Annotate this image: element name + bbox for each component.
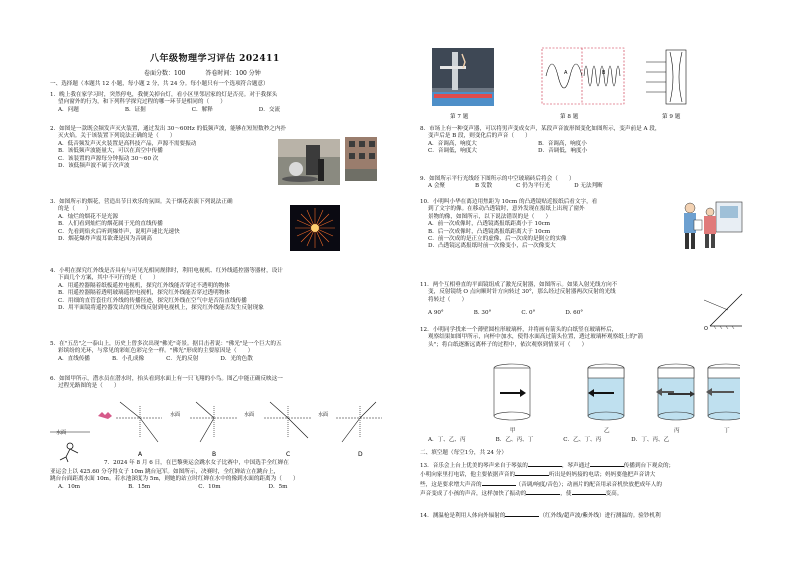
- question-1: [50, 92, 382, 114]
- svg-text:水面: 水面: [170, 412, 181, 418]
- q5-option-b: B．小孔成像: [112, 355, 145, 362]
- q10-option-a: A．前一次成像时，凸透镜离报纸距离小于 10cm: [428, 221, 551, 228]
- q12-option-c: C．乙、丁、丙: [563, 437, 602, 443]
- question-12: [420, 327, 750, 349]
- q5-option-a: A．直线传播: [58, 355, 91, 362]
- exam-meta: [144, 70, 279, 78]
- q1-option-a: A．问题: [58, 106, 79, 113]
- q11-stem-cont: 变，反射镜绕 O 点向顺时针方向转过 30°，那么经过反射器两次反射的光线: [428, 289, 616, 296]
- section-2-heading: 二、填空题（每空1分，共 24 分）: [420, 450, 507, 456]
- q8-option-b: B．音调高，响度小: [538, 140, 587, 147]
- q4-stem-cont: 下面几个方案，其中不可行的是（ ）: [58, 275, 159, 282]
- diver-icon: [60, 443, 78, 462]
- section-1-heading: 一、选择题（本题共 12 小题，每小题 2 分，共 24 分。每小题只有一个选项符合题意）: [50, 81, 269, 87]
- q11-stem-cont2: 将转过（ ）: [428, 296, 468, 303]
- q7-option-b: B．15m: [128, 483, 151, 490]
- cup-arrows-2: [650, 362, 750, 426]
- q7-stem-cont: 亚运会上以 425.60 分夺得女子 10m 跳台冠军。如图所示，决赛时，全红婵站立在跳台上，: [50, 469, 280, 475]
- cup-label-bing: 丙: [674, 428, 680, 434]
- q6-fig-a-label: A: [138, 451, 143, 458]
- q12-option-d: D．丁、丙、乙: [631, 437, 670, 443]
- fig8-caption: 第 8 题: [560, 114, 579, 120]
- q6-water-label: 水面: [56, 430, 67, 436]
- q10-option-d: D．凸透镜远离报纸时前一次像变小，后一次像变大: [428, 243, 556, 250]
- q10-option-c: C．前一次成的是正立的虚像，后一次成的是倒立的实像: [428, 235, 567, 242]
- q2-stem: 2．如图是一款既会频发声灭火装置，通过发出 30～60Hz 的低频声波，能够在短短数秒之内扑: [50, 126, 287, 132]
- cup-label-yi: 乙: [604, 428, 610, 434]
- q2-stem-cont: 灭火焰。关于该装置下列说法正确的是（ ）: [58, 133, 176, 140]
- q11-option-c: C. 0°: [521, 310, 536, 317]
- q7-stem: 7．2024 年 8 月 6 日，在巴黎奥运会跳水女子比赛中，中国选手全红婵在: [104, 460, 289, 466]
- question-3: [50, 199, 290, 243]
- question-7: [104, 460, 404, 467]
- cup-label-jia: 甲: [510, 428, 516, 434]
- q4-option-a: A．用遥控器隔着纸板遥控电视机，探究红外线能否穿过不透明的物体: [58, 282, 230, 289]
- q6-figures: [50, 398, 382, 464]
- q10-option-b: B．后一次成像时，凸透镜离报纸距离大于 10cm: [428, 228, 551, 235]
- q3-stem: 3．如图所示的烟花，营造出节日欢乐的氛围。关于烟花表演下列说法正确: [50, 199, 233, 205]
- q13-blank-4[interactable]: [482, 480, 516, 486]
- waveform-figure: [538, 46, 628, 108]
- question-14: 14．测温枪是利用人体向外辐射的 （红外线/超声波/紫外线）进行测温的。验钞机利: [420, 513, 661, 519]
- question-5: [50, 341, 382, 363]
- q11-option-a: A 90°: [428, 310, 444, 317]
- question-11: [420, 282, 702, 318]
- q1-stem-cont: 望向窗外的行为，和下列科学探究过程的哪一环节是相同的（ ）: [58, 99, 226, 106]
- q2-option-b: B．该低频声波能量大，可以在真空中传播: [58, 148, 163, 155]
- q6-stem: 6．如图甲所示，潜水员在潜水时，抬头看到水面上有一只飞翔的小鸟。图乙中能正确反映这一: [50, 376, 283, 382]
- cup-label-ding: 丁: [724, 428, 730, 434]
- lens-reading-illustration: [676, 198, 746, 254]
- q9-option-b: B 发散: [475, 183, 493, 190]
- q6-stem-cont: 过程光路图的是（ ）: [58, 383, 120, 390]
- q1-option-c: C．解释: [191, 106, 213, 113]
- q7-stem-cont2: 跳台台面距离水面 10m。若水池深度为 5m，则她的站立时红婵在水中的像到水面的距离为（ ）: [50, 476, 299, 483]
- building-photo: [345, 137, 377, 181]
- q13-blank-3[interactable]: [515, 470, 549, 476]
- q11-stem: 11．两个互相垂直的平面镜组成了激光反射器，如图所示。如果入射光线方向不: [420, 282, 618, 288]
- q3-stem-cont: 的是（ ）: [58, 206, 92, 213]
- q9-stem: 9．如图所示平行光线经下图所示的中空玻璃砖后将会（ ）: [420, 176, 575, 182]
- question-4: [50, 268, 382, 312]
- fire-extinguisher-photo: [278, 139, 340, 185]
- q5-option-d: D．光的色散: [220, 355, 253, 362]
- q4-option-b: B．用遥控器隔着透明玻璃遥控电视机，探究红外线能否穿过透明物体: [58, 290, 230, 297]
- q12-stem: 12．小明同学找来一个薄壁圆柱形玻璃杯，并将画有箭头的白纸竖在玻璃杯后，: [420, 327, 618, 333]
- glass-brick-figure: [644, 48, 708, 106]
- q12-stem-cont2: 头"；将白纸逐渐远离杯子的过程中，依次观察到情景可（ ）: [428, 341, 588, 348]
- svg-text:水面: 水面: [318, 412, 329, 418]
- q1-option-b: B．证据: [124, 106, 146, 113]
- q2-option-a: A．低音频发声灭火装置是高科技产品，声源不需要振动: [58, 140, 197, 147]
- bird-icon: [98, 412, 112, 419]
- q4-option-d: D．用平面镜将遥控器发出的红外线反射到电视机上，探究红外线能否发生反射现象: [58, 304, 264, 311]
- q6-fig-b-label: B: [212, 451, 217, 458]
- q14-blank-1[interactable]: [505, 511, 539, 517]
- full-score: 卷面分数：100: [144, 70, 186, 77]
- q6-fig-d-label: D: [358, 451, 363, 458]
- fireworks-photo: [290, 205, 340, 251]
- q5-option-c: C．光的反射: [166, 355, 199, 362]
- q3-option-b: B．人们看到灿烂的烟花属于光的直线传播: [58, 221, 163, 228]
- q5-stem: 5．在"五岳"之一泰山上，历史上曾多次出现"佛光"奇景。据目击者说："佛光"是一个巨大的五: [50, 341, 282, 347]
- q11-option-d: D. 60°: [565, 310, 584, 317]
- svg-text:B: B: [602, 70, 606, 76]
- question-9: [420, 176, 750, 191]
- q4-option-c: C．用细的直管套住红外线的传播径迹，探究红外线在空气中是否沿直线传播: [58, 297, 247, 304]
- q12-option-b: B．乙、丙、丁: [495, 437, 534, 443]
- q13-blank-5[interactable]: [526, 489, 560, 495]
- question-10: [420, 199, 670, 251]
- q3-option-d: D．烟花爆炸声震耳欲聋是因为音调高: [58, 235, 152, 242]
- q1-option-d: D．交流: [258, 106, 281, 113]
- svg-text:水面: 水面: [244, 412, 255, 418]
- q8-option-d: D．音调低，响度小: [538, 148, 588, 155]
- q2-option-d: D．该低频声波不属于次声波: [58, 162, 130, 169]
- exam-time: 答卷时间：100 分钟: [205, 70, 261, 77]
- q7-option-d: D．5m: [268, 483, 288, 490]
- q12-stem-cont: 观察结果如图甲所示，向杯中加水，使得水面高过箭头位置，透过玻璃杯观察纸上的"箭: [428, 334, 644, 341]
- q8-stem-cont: 变声后是 B 段，则变化后的声音（ ）: [428, 133, 531, 140]
- question-8: [420, 126, 750, 156]
- q7-option-c: C．10m: [198, 483, 221, 490]
- q12-options: [428, 437, 750, 444]
- q13-blank-2[interactable]: [590, 461, 624, 467]
- question-13: 13．音乐会上台上优美的琴声来自于琴弦的 ，琴声通过 传播到台下观众的； 小明向家里打电话，他主要依据声音的 听出是妈妈接的电话；妈妈要他把声音讲大 些，这是要求增大声音的 （音调/响度/音色）；动画片的配音用录音机快放把成年人的 声音变成了小孩的声音，这样加快了振动的 ，使 变高。: [420, 463, 675, 498]
- q13-blank-1[interactable]: [528, 461, 562, 467]
- fig9-caption: 第 9 题: [662, 114, 681, 120]
- q8-stem: 8．市场上有一种变声器，可以将男声变成女声，某段声音波形图变化如图所示，变声前是 A 段，: [420, 126, 661, 132]
- q5-stem-cont: 彩缤纷的光环，与常见的彩虹色彩完全一样。"佛光"形成的主要原因是（ ）: [58, 348, 254, 355]
- q2-option-c: C．该装置的声源每分钟振动 30～60 次: [58, 155, 159, 162]
- mirror-reflector-figure: [702, 290, 748, 330]
- q6-fig-c-label: C: [286, 451, 291, 458]
- q10-stem-cont2: 景物的像，如图所示，以下说法错误的是（ ）: [428, 213, 552, 220]
- q10-stem-cont: 到了文字的像。在移动凸透镜时，意外发现在报纸上出现了窗外: [428, 206, 585, 213]
- q3-option-a: A．灿烂的烟花不是光源: [58, 213, 118, 220]
- fig7-caption: 第 7 题: [450, 114, 469, 120]
- q12-option-a: A．丁、乙、丙: [428, 437, 466, 443]
- page-title: 八年级物理学习评估 202411: [150, 54, 280, 64]
- q9-option-d: D 无法判断: [574, 183, 603, 190]
- point-o-label: O: [704, 326, 708, 330]
- q3-option-c: C．先看到焰火后听到爆炸声，说明声速比光速快: [58, 228, 180, 235]
- diving-photo: [432, 48, 494, 106]
- q8-option-a: A．音调高，响度大: [428, 140, 477, 147]
- q9-option-a: A 会聚: [428, 183, 446, 190]
- svg-text:A: A: [564, 70, 568, 76]
- q8-option-c: C．音调低，响度大: [428, 148, 478, 155]
- q13-blank-6[interactable]: [572, 489, 606, 495]
- q9-option-c: C 仍为平行光: [516, 183, 551, 190]
- q1-stem: 1．晚上我在家学习时，突然停电，我便关掉台灯，看小区里邻居家的灯是否亮。对于我探头: [50, 92, 278, 98]
- q11-option-b: B. 30°: [473, 310, 492, 317]
- q7-option-a: A．10m: [58, 483, 81, 490]
- q4-stem: 4．小明在探究红外线是否具有与可见光相同规律时，利用电视机、红外线遥控器等器材，设计: [50, 268, 283, 274]
- question-6: [50, 376, 382, 391]
- q10-stem: 10．小明叫小华在离边用焦距为 10cm 的凸透镜贴近报纸后看文字，看: [420, 199, 598, 205]
